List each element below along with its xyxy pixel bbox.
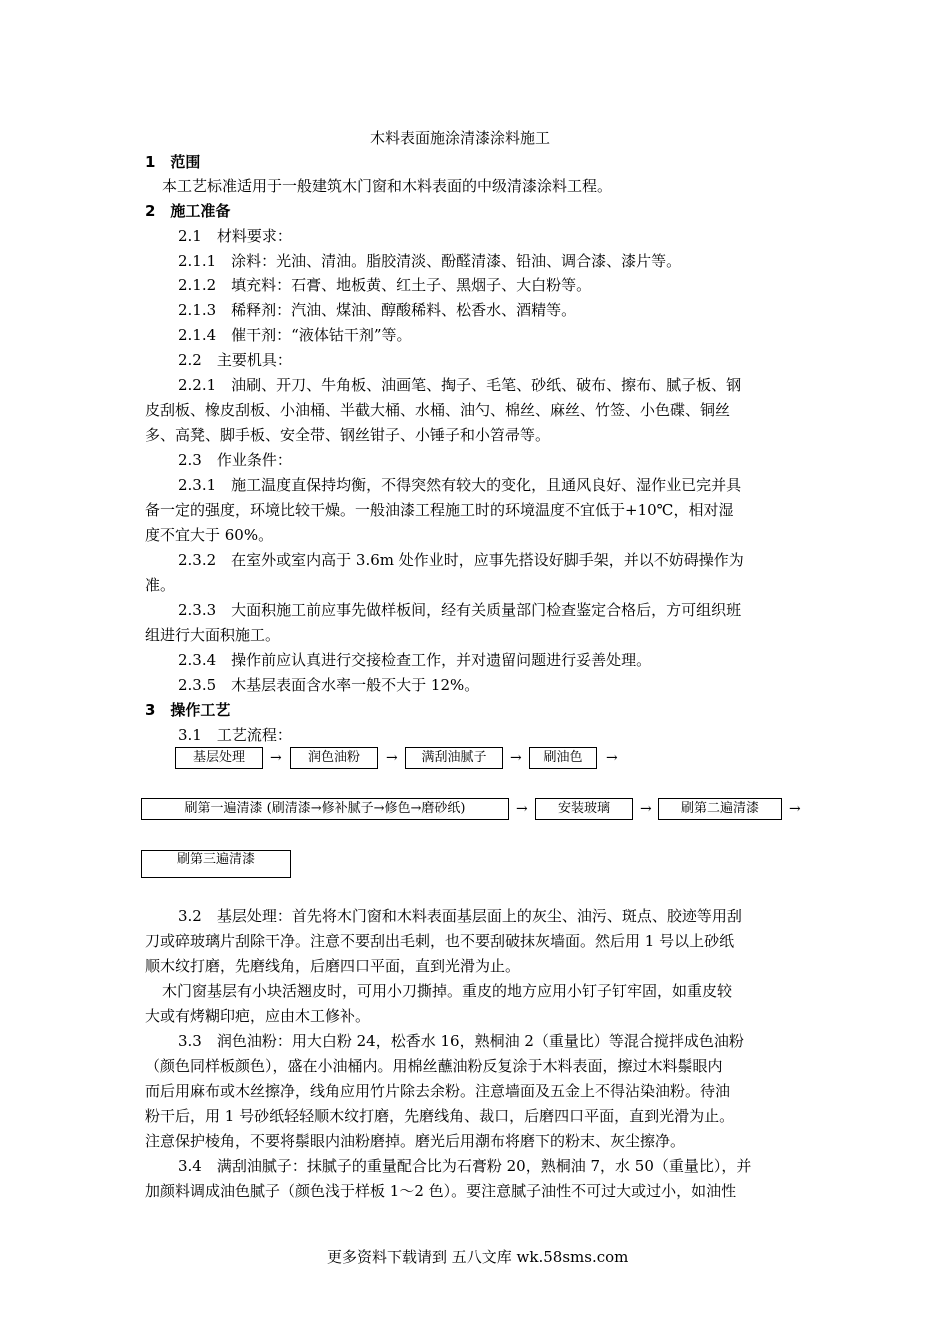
paragraph: 度不宜大于 60%。 xyxy=(145,526,274,544)
paragraph: 顺木纹打磨，先磨线角，后磨四口平面，直到光滑为止。 xyxy=(145,957,521,975)
paragraph: 大或有烤糊印疤，应由木工修补。 xyxy=(145,1007,371,1025)
paragraph: 2.3.2 在室外或室内高于 3.6m 处作业时，应事先搭设好脚手架，并以不妨碍操作为 xyxy=(178,551,744,569)
page-title: 木料表面施涂清漆涂料施工 xyxy=(370,129,551,147)
paragraph: 准。 xyxy=(145,576,176,594)
flow-arrow: → xyxy=(386,750,398,766)
paragraph: 2.1.1 涂料：光油、清油。脂胶清淡、酚醛清漆、铅油、调合漆、漆片等。 xyxy=(178,252,682,270)
section-2-heading: 2 施工准备 xyxy=(145,202,231,220)
paragraph: 木门窗基层有小块活翘皮时，可用小刀撕掉。重皮的地方应用小钉子钉牢固，如重皮较 xyxy=(162,982,733,1000)
flow-step-oil-powder: 润色油粉 xyxy=(290,747,378,769)
flow-step-second-varnish: 刷第二遍清漆 xyxy=(658,798,782,820)
paragraph: 2.1 材料要求： xyxy=(178,227,292,245)
flow-arrow: → xyxy=(510,750,522,766)
paragraph: 而后用麻布或木丝擦净，线角应用竹片除去余粉。注意墙面及五金上不得沾染油粉。待油 xyxy=(145,1082,731,1100)
flow-arrow: → xyxy=(606,750,618,766)
flow-arrow: → xyxy=(270,750,282,766)
footer-link[interactable]: 更多资料下载请到 五八文库 wk.58sms.com xyxy=(327,1248,629,1266)
paragraph: 3.4 满刮油腻子：抹腻子的重量配合比为石膏粉 20，熟桐油 7，水 50（重量比），并 xyxy=(178,1157,752,1175)
paragraph: 2.2 主要机具： xyxy=(178,351,292,369)
paragraph: 3.3 润色油粉：用大白粉 24，松香水 16，熟桐油 2（重量比）等混合搅拌成色油粉 xyxy=(178,1032,744,1050)
section-3-heading: 3 操作工艺 xyxy=(145,701,231,719)
flow-arrow: → xyxy=(789,801,801,817)
flow-step-putty: 满刮油腻子 xyxy=(405,747,503,769)
paragraph: 本工艺标准适用于一般建筑木门窗和木料表面的中级清漆涂料工程。 xyxy=(162,177,613,195)
paragraph: 2.3.4 操作前应认真进行交接检查工作，并对遗留问题进行妥善处理。 xyxy=(178,651,652,669)
paragraph: 2.1.3 稀释剂：汽油、煤油、醇酸稀料、松香水、酒精等。 xyxy=(178,301,577,319)
paragraph: 组进行大面积施工。 xyxy=(145,626,281,644)
paragraph: 3.2 基层处理：首先将木门窗和木料表面基层面上的灰尘、油污、斑点、胶迹等用刮 xyxy=(178,907,742,925)
paragraph: （颜色同样板颜色），盛在小油桶内。用棉丝蘸油粉反复涂于木料表面，擦过木料鬃眼内 xyxy=(145,1057,723,1075)
paragraph: 备一定的强度，环境比较干燥。一般油漆工程施工时的环境温度不宜低于+10℃，相对湿 xyxy=(145,501,734,519)
paragraph: 2.3.5 木基层表面含水率一般不大于 12%。 xyxy=(178,676,480,694)
flow-arrow: → xyxy=(640,801,652,817)
paragraph: 多、高凳、脚手板、安全带、钢丝钳子、小锤子和小笤帚等。 xyxy=(145,426,551,444)
paragraph: 刀或碎玻璃片刮除干净。注意不要刮出毛刺，也不要刮破抹灰墙面。然后用 1 号以上砂纸 xyxy=(145,932,735,950)
paragraph: 2.3 作业条件： xyxy=(178,451,292,469)
flow-step-base-treatment: 基层处理 xyxy=(175,747,263,769)
flow-step-first-varnish: 刷第一遍清漆 (刷清漆→修补腻子→修色→磨砂纸) xyxy=(141,798,509,820)
paragraph: 皮刮板、橡皮刮板、小油桶、半截大桶、水桶、油勺、棉丝、麻丝、竹签、小色碟、铜丝 xyxy=(145,401,731,419)
section-1-heading: 1 范围 xyxy=(145,153,201,171)
paragraph: 2.2.1 油刷、开刀、牛角板、油画笔、掏子、毛笔、砂纸、破布、擦布、腻子板、钢 xyxy=(178,376,742,394)
paragraph: 2.3.3 大面积施工前应事先做样板间，经有关质量部门检查鉴定合格后，方可组织班 xyxy=(178,601,742,619)
paragraph: 2.1.4 催干剂：“液体钴干剂”等。 xyxy=(178,326,412,344)
paragraph: 2.3.1 施工温度直保持均衡，不得突然有较大的变化，且通风良好、湿作业已完并具 xyxy=(178,476,742,494)
paragraph: 粉干后，用 1 号砂纸轻轻顺木纹打磨，先磨线角、裁口，后磨四口平面，直到光滑为止。 xyxy=(145,1107,735,1125)
flow-step-oil-color: 刷油色 xyxy=(529,747,597,769)
flow-step-third-varnish: 刷第三遍清漆 xyxy=(141,850,291,878)
flow-arrow: → xyxy=(516,801,528,817)
flow-step-install-glass: 安装玻璃 xyxy=(535,798,633,820)
paragraph: 注意保护棱角，不要将鬃眼内油粉磨掉。磨光后用潮布将磨下的粉末、灰尘擦净。 xyxy=(145,1132,686,1150)
paragraph: 加颜料调成油色腻子（颜色浅于样板 1～2 色）。要注意腻子油性不可过大或过小，如油性 xyxy=(145,1182,737,1200)
paragraph: 2.1.2 填充料：石膏、地板黄、红土子、黑烟子、大白粉等。 xyxy=(178,276,592,294)
paragraph: 3.1 工艺流程： xyxy=(178,726,292,744)
